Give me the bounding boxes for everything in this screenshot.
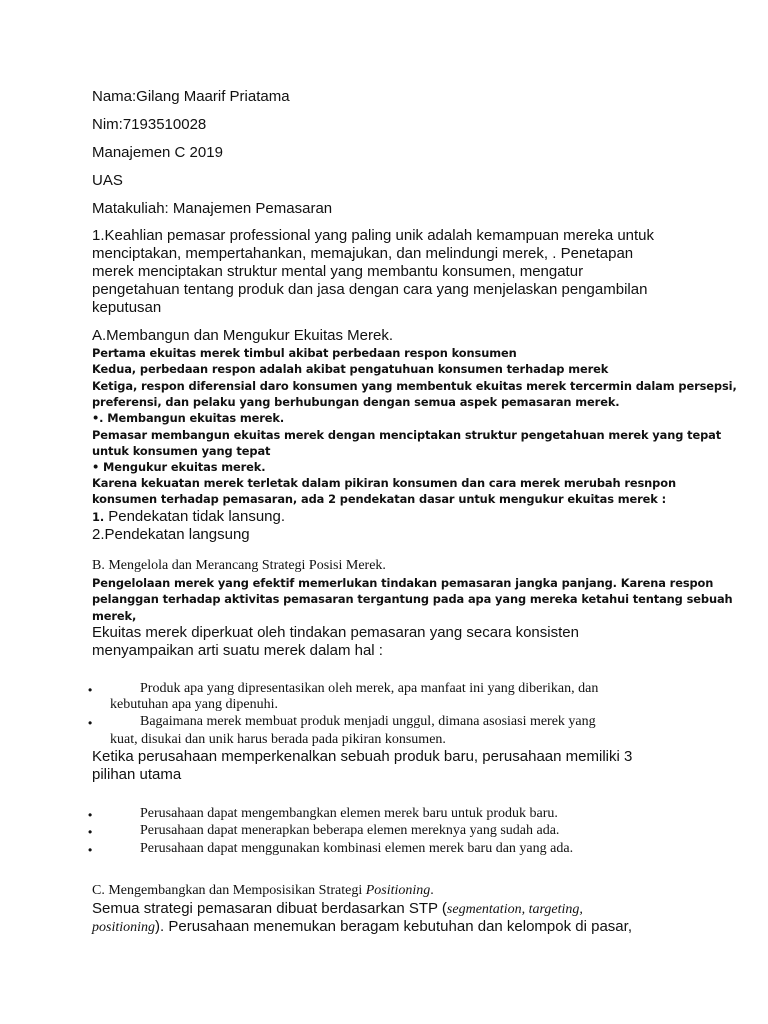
exam-label: UAS <box>92 172 123 189</box>
bullet-item-line: Bagaimana merek membuat produk menjadi unggul, dimana asosiasi merek yang <box>140 714 596 729</box>
bullet-icon: • <box>88 683 93 697</box>
section-a-bold-line: •. Membangun ekuitas merek. <box>92 411 285 425</box>
approach-1-number: 1. <box>92 510 105 524</box>
section-c-line2-suffix: ). Perusahaan menemukan beragam kebutuhan dan kelompok di pasar, <box>155 918 632 935</box>
section-b-para: pilihan utama <box>92 766 182 783</box>
approach-1-text: Pendekatan tidak lansung. <box>104 508 286 525</box>
q1-line: menciptakan, mempertahankan, memajukan, dan melindungi merek, . Penetapan <box>92 245 634 262</box>
course-name: Matakuliah: Manajemen Pemasaran <box>92 200 333 217</box>
section-b-para: Ekuitas merek diperkuat oleh tindakan pemasaran yang secara konsisten <box>92 624 579 641</box>
section-b-para: menyampaikan arti suatu merek dalam hal : <box>92 642 383 659</box>
bullet-item-line: kebutuhan apa yang dipenuhi. <box>110 697 278 712</box>
section-c-title-suffix: . <box>430 883 434 898</box>
section-b-bold-line: merek, <box>92 609 137 623</box>
bullet-icon: • <box>88 808 93 822</box>
student-nim: Nim:7193510028 <box>92 116 207 133</box>
bullet-item-line: Perusahaan dapat mengembangkan elemen merek baru untuk produk baru. <box>140 806 558 821</box>
section-c-line2-italic: positioning <box>92 920 156 935</box>
section-a-bold-line: Pemasar membangun ekuitas merek dengan menciptakan struktur pengetahuan merek yang tepat <box>92 428 722 442</box>
bullet-item-line: kuat, disukai dan unik harus berada pada pikiran konsumen. <box>110 732 446 747</box>
bullet-item-line: Perusahaan dapat menggunakan kombinasi elemen merek baru dan yang ada. <box>140 841 574 856</box>
bullet-item-line: Perusahaan dapat menerapkan beberapa elemen mereknya yang sudah ada. <box>140 823 560 838</box>
section-a-bold-line: Ketiga, respon diferensial daro konsumen yang membentuk ekuitas merek tercermin dalam persepsi, <box>92 379 737 393</box>
bullet-icon: • <box>88 843 93 857</box>
student-name: Nama:Gilang Maarif Priatama <box>92 88 290 105</box>
section-b-bold-line: Pengelolaan merek yang efektif memerlukan tindakan pemasaran jangka panjang. Karena respon <box>92 576 714 590</box>
section-c-title-prefix: C. Mengembangkan dan Memposisikan Strategi <box>92 883 366 898</box>
section-c-line1-prefix: Semua strategi pemasaran dibuat berdasarkan STP ( <box>92 900 447 917</box>
approach-1 <box>92 508 285 525</box>
section-a-bold-line: • Mengukur ekuitas merek. <box>92 460 266 474</box>
section-c-title <box>92 883 434 899</box>
section-b-bold-line: pelanggan terhadap aktivitas pemasaran tergantung pada apa yang mereka ketahui tentang sebuah <box>92 592 733 606</box>
section-c-line1-italic: segmentation, targeting, <box>446 902 583 917</box>
section-c-title-italic: Positioning <box>365 883 431 898</box>
q1-line: merek menciptakan struktur mental yang membantu konsumen, mengatur <box>92 263 584 280</box>
q1-line: 1.Keahlian pemasar professional yang paling unik adalah kemampuan mereka untuk <box>92 227 655 244</box>
bullet-icon: • <box>88 825 93 839</box>
section-a-bold-line: Kedua, perbedaan respon adalah akibat pengatuhuan konsumen terhadap merek <box>92 362 609 376</box>
section-b-para: Ketika perusahaan memperkenalkan sebuah produk baru, perusahaan memiliki 3 <box>92 748 633 765</box>
section-a-bold-line: Karena kekuatan merek terletak dalam pikiran konsumen dan cara merek merubah resnpon <box>92 476 676 490</box>
student-class: Manajemen C 2019 <box>92 144 223 161</box>
section-a-bold-line: konsumen terhadap pemasaran, ada 2 pendekatan dasar untuk mengukur ekuitas merek : <box>92 492 667 506</box>
q1-line: pengetahuan tentang produk dan jasa dengan cara yang menjelaskan pengambilan <box>92 281 648 298</box>
section-a-bold-line: untuk konsumen yang tepat <box>92 444 271 458</box>
q1-line: keputusan <box>92 299 162 316</box>
section-c-line <box>92 918 632 936</box>
bullet-item-line: Produk apa yang dipresentasikan oleh merek, apa manfaat ini yang diberikan, dan <box>140 681 599 696</box>
section-b-title: B. Mengelola dan Merancang Strategi Posisi Merek. <box>92 558 386 573</box>
section-a-bold-line: preferensi, dan pelaku yang berhubungan dengan semua aspek pemasaran merek. <box>92 395 620 409</box>
section-a-title: A.Membangun dan Mengukur Ekuitas Merek. <box>92 327 393 344</box>
bullet-icon: • <box>88 716 93 730</box>
section-c-line <box>92 900 583 918</box>
section-a-bold-line: Pertama ekuitas merek timbul akibat perbedaan respon konsumen <box>92 346 517 360</box>
approach-2: 2.Pendekatan langsung <box>92 526 250 543</box>
